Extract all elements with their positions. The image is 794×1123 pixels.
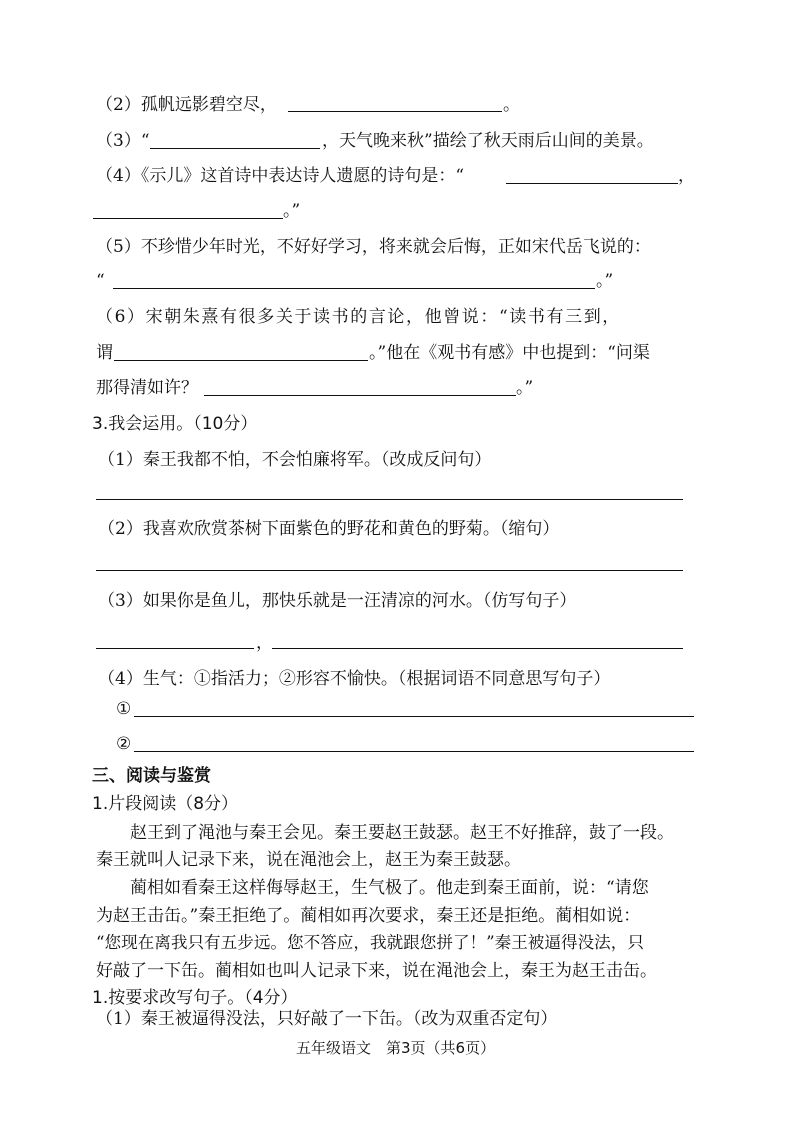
section3-q1: （1）秦王我都不怕，不会怕廉将军。（改成反问句） <box>98 450 492 470</box>
reading-subheading: 1.片段阅读（8分） <box>92 794 239 814</box>
answer-blank-q5[interactable] <box>113 288 595 289</box>
answer-line-s3q4a[interactable] <box>134 716 694 717</box>
poem-q5-open: “ <box>96 271 105 291</box>
answer-blank-q4b[interactable] <box>93 218 283 219</box>
meaning-mark-1: ① <box>116 699 132 719</box>
passage-p2-line2: 为赵王击缶。”秦王拒绝了。蔺相如再次要求，秦王还是拒绝。蔺相如说： <box>96 906 641 926</box>
section3-q3: （3）如果你是鱼儿，那快乐就是一汪清凉的河水。（仿写句子） <box>98 591 577 611</box>
poem-q4-end: 。” <box>283 201 301 221</box>
passage-p1-line1: 赵王到了渑池与秦王会见。秦王要赵王鼓瑟。赵王不好推辞，鼓了一段。 <box>130 823 674 843</box>
poem-q3-suffix: ，天气晚来秋”描绘了秋天雨后山间的美景。 <box>322 131 654 151</box>
section3-q2: （2）我喜欢欣赏茶树下面紫色的野花和黄色的野菊。（缩句） <box>98 519 560 539</box>
poem-q2-prefix: （2）孤帆远影碧空尽， <box>96 95 277 115</box>
answer-line-s3q2[interactable] <box>96 570 683 571</box>
reading-task-title: 1.按要求改写句子。（4分） <box>92 988 298 1008</box>
section3-q4: （4）生气：①指活力；②形容不愉快。（根据词语不同意思写句子） <box>98 669 611 689</box>
answer-line-s3q3a[interactable] <box>96 648 254 649</box>
answer-blank-q6a[interactable] <box>114 360 368 361</box>
passage-p1-line2: 秦王就叫人记录下来，说在渑池会上，赵王为秦王鼓瑟。 <box>96 850 521 870</box>
meaning-mark-2: ② <box>116 734 132 754</box>
section3-title: 3.我会运用。（10分） <box>92 414 258 434</box>
answer-line-s3q1[interactable] <box>96 499 683 500</box>
poem-q5-end: 。” <box>596 271 614 291</box>
poem-q4-text: （4）《示儿》这首诗中表达诗人遗愿的诗句是：“ <box>96 166 465 186</box>
page-footer: 五年级语文 第3页（共6页） <box>296 1039 496 1057</box>
passage-p2-line1: 蔺相如看秦王这样侮辱赵王，生气极了。他走到秦王面前，说：“请您 <box>130 878 649 898</box>
poem-q4-comma: ， <box>678 166 695 186</box>
answer-blank-q4a[interactable] <box>506 183 678 184</box>
poem-q3-prefix: （3）“ <box>96 131 150 151</box>
passage-p2-line4: 好敲了一下缶。蔺相如也叫人记录下来，说在渑池会上，秦王为赵王击缶。 <box>96 961 657 981</box>
poem-q6-text: （6）宋朝朱熹有很多关于读书的言论，他曾说：“读书有三到， <box>96 307 621 327</box>
reading-task-q1: （1）秦王被逼得没法，只好敲了一下缶。（改为双重否定句） <box>96 1009 558 1029</box>
passage-p2-line3: “您现在离我只有五步远。您不答应，我就跟您拼了！”秦王被逼得没法，只 <box>96 933 644 952</box>
answer-blank-q6b[interactable] <box>204 395 516 396</box>
answer-blank-q2[interactable] <box>288 111 502 112</box>
section3-q3-comma: ， <box>256 633 273 653</box>
poem-q6-prefix: 谓 <box>96 343 113 363</box>
poem-q5-text: （5）不珍惜少年时光，不好好学习，将来就会后悔，正如宋代岳飞说的： <box>96 237 651 257</box>
poem-q6-mid: 。”他在《观书有感》中也提到：“问渠 <box>369 343 650 363</box>
poem-q2-suffix: 。 <box>503 95 520 115</box>
answer-line-s3q3b[interactable] <box>272 648 683 649</box>
reading-heading: 三、阅读与鉴赏 <box>92 766 211 786</box>
poem-q6-end: 。” <box>516 378 534 398</box>
poem-q6-line3: 那得清如许？ <box>96 378 198 398</box>
answer-blank-q3[interactable] <box>150 148 320 149</box>
answer-line-s3q4b[interactable] <box>134 751 694 752</box>
